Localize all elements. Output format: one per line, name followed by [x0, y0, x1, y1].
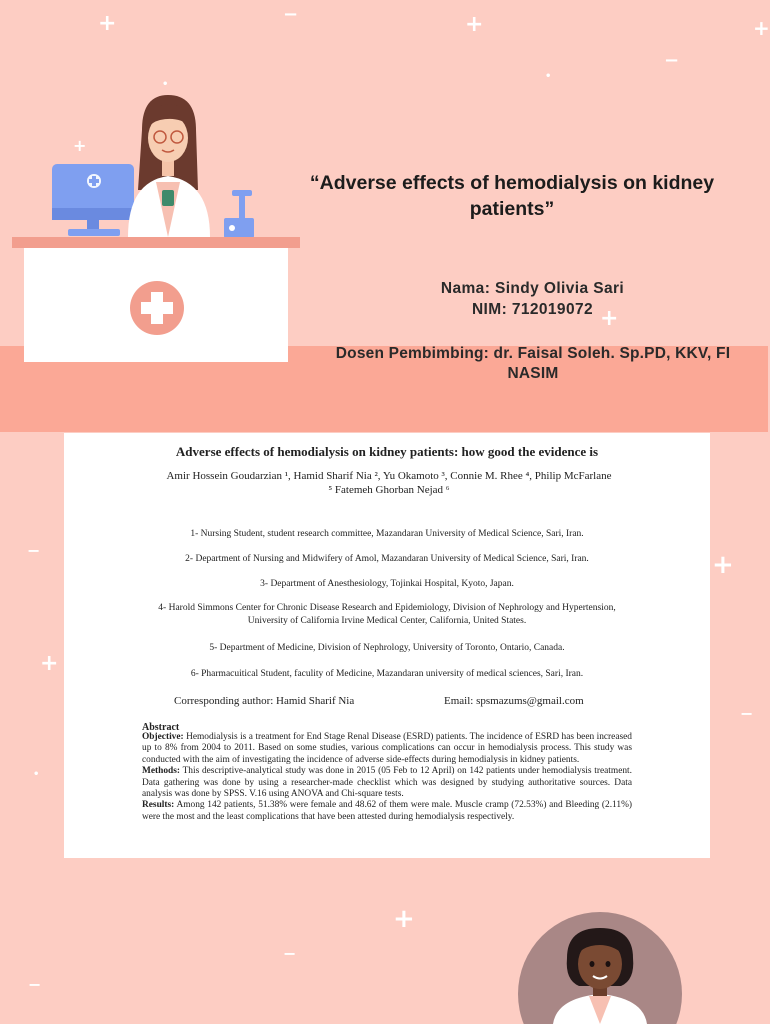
plus-sparkle-icon: −	[664, 50, 680, 71]
plus-sparkle-icon: +	[393, 904, 415, 934]
abstract-objective: Objective: Hemodialysis is a treatment for End Stage Renal Disease (ESRD) patients. The incidence of ESRD has been increased up to 8% from 2004 to 2011. Based on some studies, various complications can occur in hemodialysis process. This study was conducted with the aim of investigating the incidence of adverse side-effects during hemodialysis in kidney patients.	[142, 732, 632, 765]
plus-sparkle-icon: −	[28, 975, 42, 994]
abstract-methods: Methods: This descriptive-analytical study was done in 2015 (05 Feb to 12 April) on 142 patients under hemodialysis treatment. Data gathering was done by using a researcher-made checklist which was designed by studying authoritative sources. Data analysis was done by SPSS. V.16 using ANOVA and Chi-square tests.	[142, 766, 632, 800]
supervisor-name: Dosen Pembimbing: dr. Faisal Soleh. Sp.PD, KKV, FI NASIM	[335, 345, 731, 382]
affiliation-3: 3- Department of Anesthesiology, Tojinkai Hospital, Kyoto, Japan.	[260, 579, 514, 589]
slide-title: “Adverse effects of hemodialysis on kidney patients”	[309, 172, 715, 220]
plus-sparkle-icon: •	[545, 71, 552, 82]
plus-sparkle-icon: −	[27, 541, 41, 560]
student-name: Nama: Sindy Olivia Sari	[440, 280, 625, 297]
authors-line-1: Amir Hossein Goudarzian ¹, Hamid Sharif Nia ², Yu Okamoto ³, Connie M. Rhee ⁴, Philip McFarlane	[166, 470, 612, 482]
affiliation-4: 4- Harold Simmons Center for Chronic Disease Research and Epidemiology, Division of Nephrology and Hypertension, University of California Irvine Medical Center, California, United States.	[158, 603, 616, 626]
cash-register-icon	[224, 190, 254, 238]
plus-sparkle-icon: +	[98, 11, 117, 36]
plus-sparkle-icon: •	[33, 769, 40, 780]
abstract-body	[142, 732, 632, 823]
plus-sparkle-icon: +	[600, 306, 619, 331]
computer-monitor-icon	[52, 164, 134, 236]
abstract-results: Results: Among 142 patients, 51.38% were female and 48.62 of them were male. Muscle cramp (72.53%) and Bleeding (2.11%) were the most and the least complications that have been attested during hemodialysis respectively.	[142, 800, 632, 822]
plus-sparkle-icon: +	[753, 16, 770, 40]
student-nim: NIM: 712019072	[471, 301, 594, 318]
affiliation-6: 6- Pharmacuitical Student, faculity of Medicine, Mazandaran university of medical sciences, Sari, Iran.	[190, 669, 584, 679]
plus-sparkle-icon: +	[465, 12, 484, 37]
paper-authors	[124, 469, 654, 497]
student-info	[400, 278, 665, 320]
plus-sparkle-icon: •	[162, 79, 169, 90]
authors-line-2: ⁵ Fatemeh Ghorban Nejad ⁶	[328, 484, 450, 496]
corresponding-author: Corresponding author: Hamid Sharif Nia	[174, 695, 355, 707]
paper-excerpt	[64, 433, 710, 858]
paper-title: Adverse effects of hemodialysis on kidney patients: how good the evidence is	[175, 444, 599, 459]
plus-sparkle-icon: −	[740, 704, 754, 723]
plus-sparkle-icon: +	[73, 136, 87, 155]
abstract-heading: Abstract	[142, 722, 180, 733]
plus-sparkle-icon: +	[40, 651, 59, 676]
plus-sparkle-icon: −	[283, 4, 299, 25]
affiliation-5: 5- Department of Medicine, Division of Nephrology, University of Toronto, Ontario, Canada.	[209, 643, 565, 653]
corresponding-email: Email: spsmazums@gmail.com	[444, 695, 584, 707]
affiliation-2: 2- Department of Nursing and Midwifery of Amol, Mazandaran University of Medical Science, Sari, Iran.	[185, 554, 589, 564]
plus-sparkle-icon: −	[283, 944, 297, 963]
medical-cross-icon	[130, 281, 184, 335]
nurse-illustration	[10, 90, 305, 365]
affiliation-1: 1- Nursing Student, student research committee, Mazandaran University of Medical Science, Sari, Iran.	[190, 529, 584, 539]
doctor-avatar	[517, 910, 683, 1024]
plus-sparkle-icon: +	[712, 550, 734, 580]
